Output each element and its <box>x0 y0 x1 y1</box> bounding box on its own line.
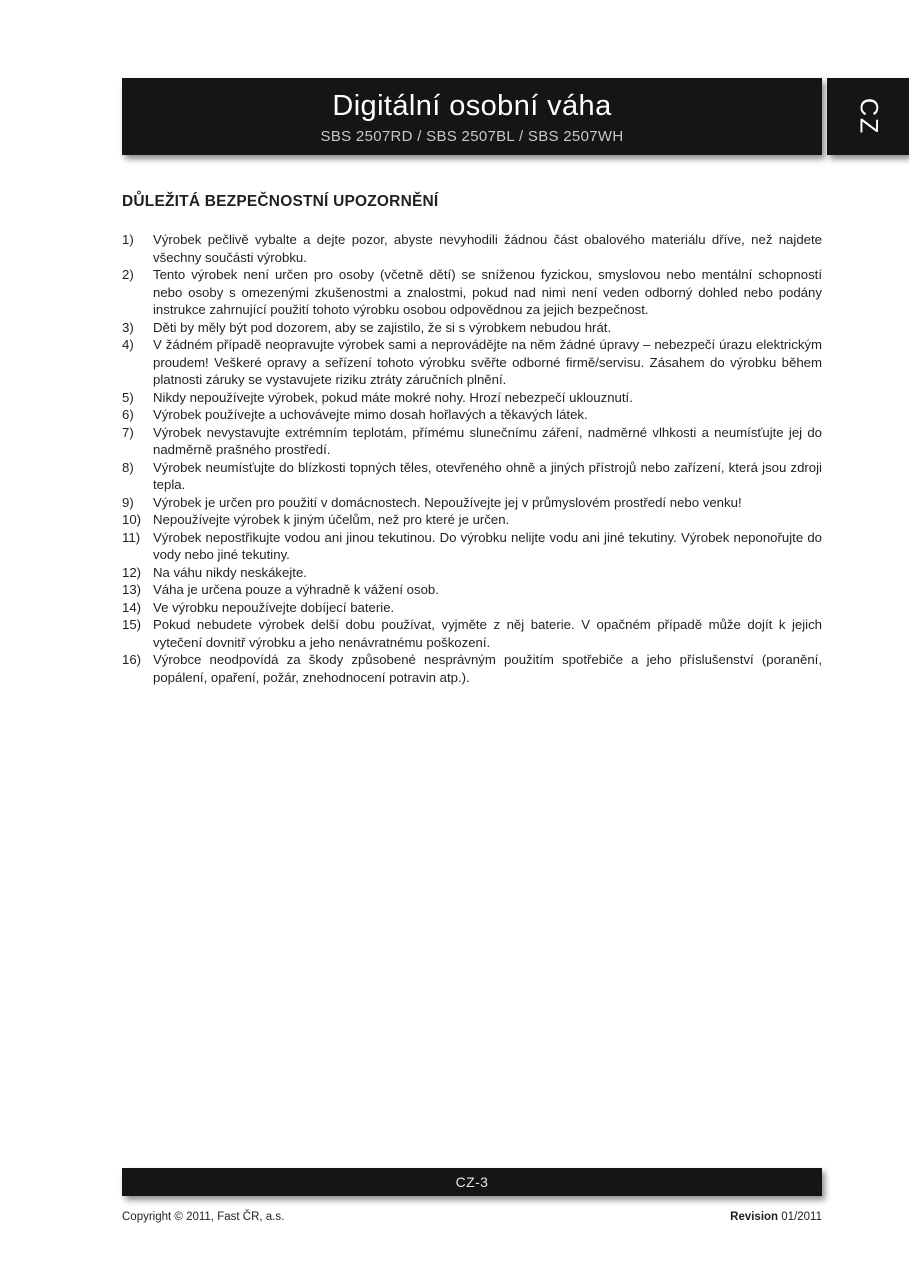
revision-label: Revision <box>730 1211 779 1223</box>
list-item <box>122 336 822 389</box>
list-item <box>122 459 822 494</box>
list-item-number: 1) <box>122 232 134 247</box>
list-item-text: Na váhu nikdy neskákejte. <box>153 564 307 580</box>
list-item-text: Výrobek používejte a uchovávejte mimo dosah hořlavých a těkavých látek. <box>153 407 588 422</box>
list-item-number: 2) <box>122 267 134 282</box>
list-item-text: Nikdy nepoužívejte výrobek, pokud máte mokré nohy. Hrozí nebezpečí uklouznutí. <box>153 389 633 405</box>
list-item-text: Nepoužívejte výrobek k jiným účelům, než pro které je určen. <box>153 512 510 527</box>
model-numbers: SBS 2507RD / SBS 2507BL / SBS 2507WH <box>320 128 624 145</box>
list-item <box>122 231 822 266</box>
list-item <box>122 581 822 599</box>
list-item-text: Výrobek nepostřikujte vodou ani jinou tekutinou. Do výrobku nelijte vodu ani jiné tekutiny. Výrobek neponořujte do vody nebo jiné tekutiny. <box>153 529 822 562</box>
list-item-text: Váha je určena pouze a výhradně k vážení osob. <box>153 582 439 597</box>
list-item-number: 14) <box>122 599 142 615</box>
list-item-text: V žádném případě neopravujte výrobek sami a neprovádějte na něm žádné úpravy – nebezpečí úrazu elektrickým proudem! Veškeré opravy a seřízení tohoto výrobku svěřte odborné firmě/servisu. Zásahem do výrobku během platnosti záruky se vystavujete riziku ztráty záručních plnění. <box>153 337 822 387</box>
list-item-number: 15) <box>122 617 142 632</box>
list-item-number: 11) <box>122 529 141 545</box>
footer <box>122 1211 822 1223</box>
list-item <box>122 406 822 424</box>
list-item-text: Děti by měly být pod dozorem, aby se zajistilo, že si s výrobkem nebudou hrát. <box>153 319 612 335</box>
list-item <box>122 319 822 337</box>
header-bar <box>122 78 822 155</box>
list-item <box>122 599 822 617</box>
safety-list <box>122 231 822 686</box>
list-item-number: 7) <box>122 424 134 440</box>
list-item-text: Tento výrobek není určen pro osoby (včetně dětí) se sníženou fyzickou, smyslovou nebo mentální schopností nebo osoby s omezenými zkušenostmi a znalostmi, pokud nad nimi není veden odborný dohled nebo podány instrukce zahrnující použití tohoto výrobku osobou odpovědnou za jejich bezpečnost. <box>153 267 822 317</box>
list-item <box>122 651 822 686</box>
list-item-number: 8) <box>122 459 134 475</box>
list-item <box>122 529 822 564</box>
language-tab-label: CZ <box>854 97 883 136</box>
list-item-number: 10) <box>122 512 142 527</box>
list-item-number: 6) <box>122 407 134 422</box>
content-area <box>122 193 822 686</box>
page-title: Digitální osobní váha <box>332 90 612 122</box>
list-item-number: 9) <box>122 494 134 510</box>
list-item-number: 12) <box>122 564 142 580</box>
copyright-text: Copyright © 2011, Fast ČR, a.s. <box>122 1211 285 1223</box>
list-item-text: Ve výrobku nepoužívejte dobíjecí baterie. <box>153 599 395 615</box>
list-item-text: Výrobek neumísťujte do blízkosti topných těles, otevřeného ohně a jiných přístrojů nebo zařízení, která jsou zdroji tepla. <box>153 459 822 492</box>
list-item-text: Výrobek nevystavujte extrémním teplotám, přímému slunečnímu záření, nadměrné vlhkosti a neumísťujte jej do nadměrně prašného prostředí. <box>153 424 822 457</box>
list-item <box>122 266 822 319</box>
section-heading: DŮLEŽITÁ BEZPEČNOSTNÍ UPOZORNĚNÍ <box>122 193 439 210</box>
list-item <box>122 564 822 582</box>
page-number-label: CZ-3 <box>455 1174 489 1190</box>
list-item-number: 5) <box>122 389 134 405</box>
list-item <box>122 511 822 529</box>
list-item-text: Výrobek je určen pro použití v domácnostech. Nepoužívejte jej v průmyslovém prostředí nebo venku! <box>153 494 742 510</box>
list-item <box>122 616 822 651</box>
page-number-bar <box>122 1168 822 1196</box>
list-item-number: 16) <box>122 652 142 667</box>
list-item-text: Pokud nebudete výrobek delší dobu používat, vyjměte z něj baterie. V opačném případě může dojít k jejich vytečení dovnitř výrobku a jeho nenávratnému poškození. <box>153 617 822 650</box>
revision-value: 01/2011 <box>778 1211 822 1223</box>
list-item-number: 13) <box>122 582 142 597</box>
list-item <box>122 389 822 407</box>
list-item-text: Výrobek pečlivě vybalte a dejte pozor, abyste nevyhodili žádnou část obalového materiálu dříve, než najdete všechny součásti výrobku. <box>153 232 822 265</box>
list-item-number: 4) <box>122 337 134 352</box>
list-item-number: 3) <box>122 319 134 335</box>
language-tab <box>827 78 909 155</box>
list-item <box>122 494 822 512</box>
list-item-text: Výrobce neodpovídá za škody způsobené nesprávným použitím spotřebiče a jeho příslušenství (poranění, popálení, opaření, požár, znehodnocení potravin atp.). <box>153 652 822 685</box>
list-item <box>122 424 822 459</box>
revision-text <box>730 1211 822 1223</box>
